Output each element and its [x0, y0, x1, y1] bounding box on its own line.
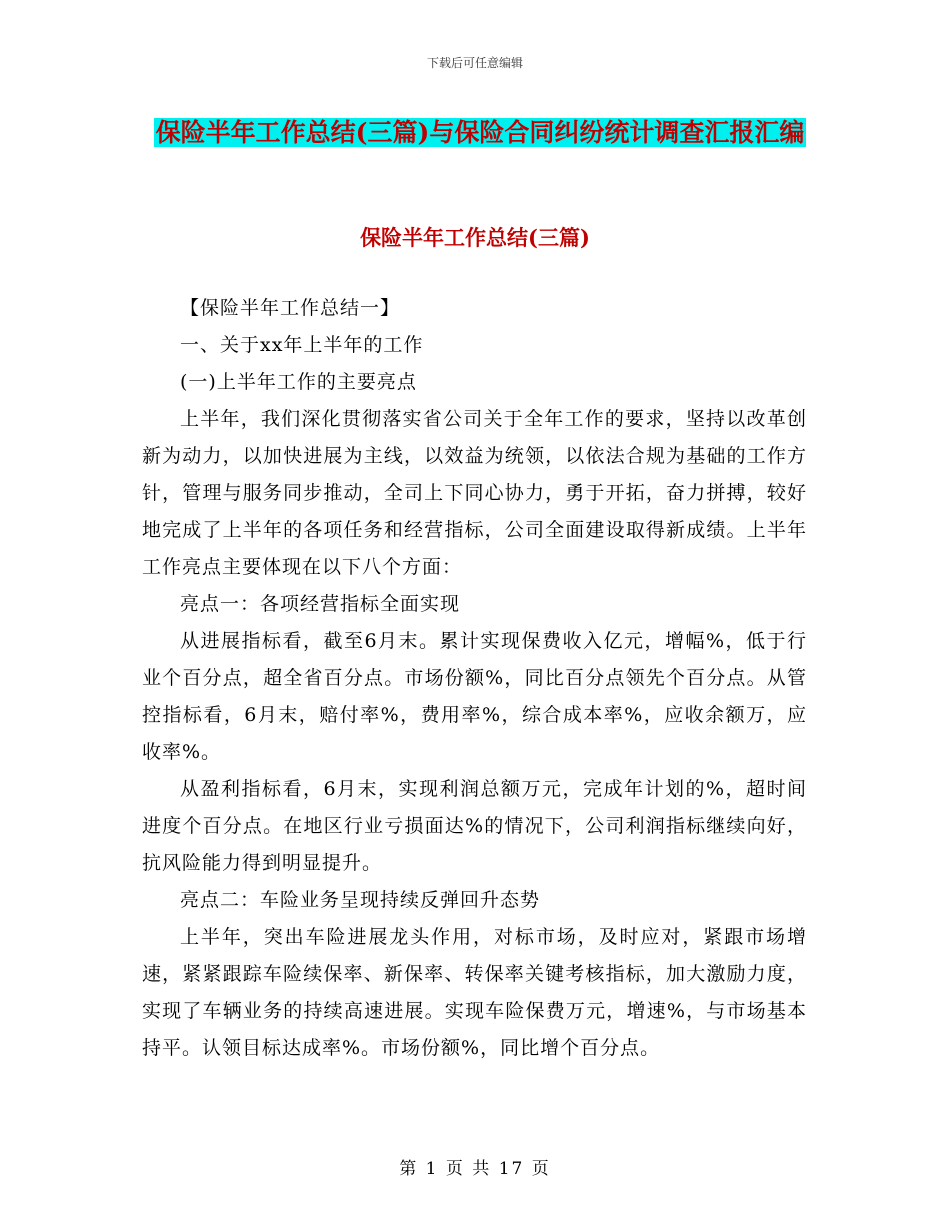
document-body [142, 290, 807, 1067]
paragraph: 亮点一：各项经营指标全面实现 [180, 593, 461, 615]
document-title [150, 110, 810, 156]
paragraph: 从进展指标看，截至6月末。累计实现保费收入亿元，增幅%，低于行业个百分点，超全省百分点。市场份额%，同比百分点领先个百分点。从管控指标看，6月末，赔付率%，费用率%，综合成本率%，应收余额万，应收率%。 [142, 630, 807, 763]
paragraph: 一、关于xx年上半年的工作 [180, 334, 424, 356]
paragraph: 上半年，我们深化贯彻落实省公司关于全年工作的要求，坚持以改革创新为动力，以加快进展为主线，以效益为统领，以依法合规为基础的工作方针，管理与服务同步推动，全司上下同心协力，勇于开拓，奋力拼搏，较好地完成了上半年的各项任务和经营指标，公司全面建设取得新成绩。上半年工作亮点主要体现在以下八个方面： [142, 408, 807, 578]
paragraph: 亮点二：车险业务呈现持续反弹回升态势 [180, 889, 541, 911]
header-note: 下载后可任意编辑 [426, 56, 523, 70]
page-footer: 第 1 页 共 17 页 [399, 1159, 551, 1179]
paragraph: 从盈利指标看，6月末，实现利润总额万元，完成年计划的%，超时间进度个百分点。在地区行业亏损面达%的情况下，公司利润指标继续向好，抗风险能力得到明显提升。 [142, 778, 807, 874]
document-title-text: 保险半年工作总结(三篇)与保险合同纠纷统计调查汇报汇编 [155, 118, 805, 147]
paragraph: (一)上半年工作的主要亮点 [180, 371, 417, 393]
paragraph: 【保险半年工作总结一】 [180, 297, 401, 319]
section-title: 保险半年工作总结(三篇) [360, 225, 590, 250]
paragraph: 上半年，突出车险进展龙头作用，对标市场，及时应对，紧跟市场增速，紧紧跟踪车险续保率、新保率、转保率关键考核指标，加大激励力度，实现了车辆业务的持续高速进展。实现车险保费万元，增速%，与市场基本持平。认领目标达成率%。市场份额%，同比增个百分点。 [142, 926, 807, 1059]
